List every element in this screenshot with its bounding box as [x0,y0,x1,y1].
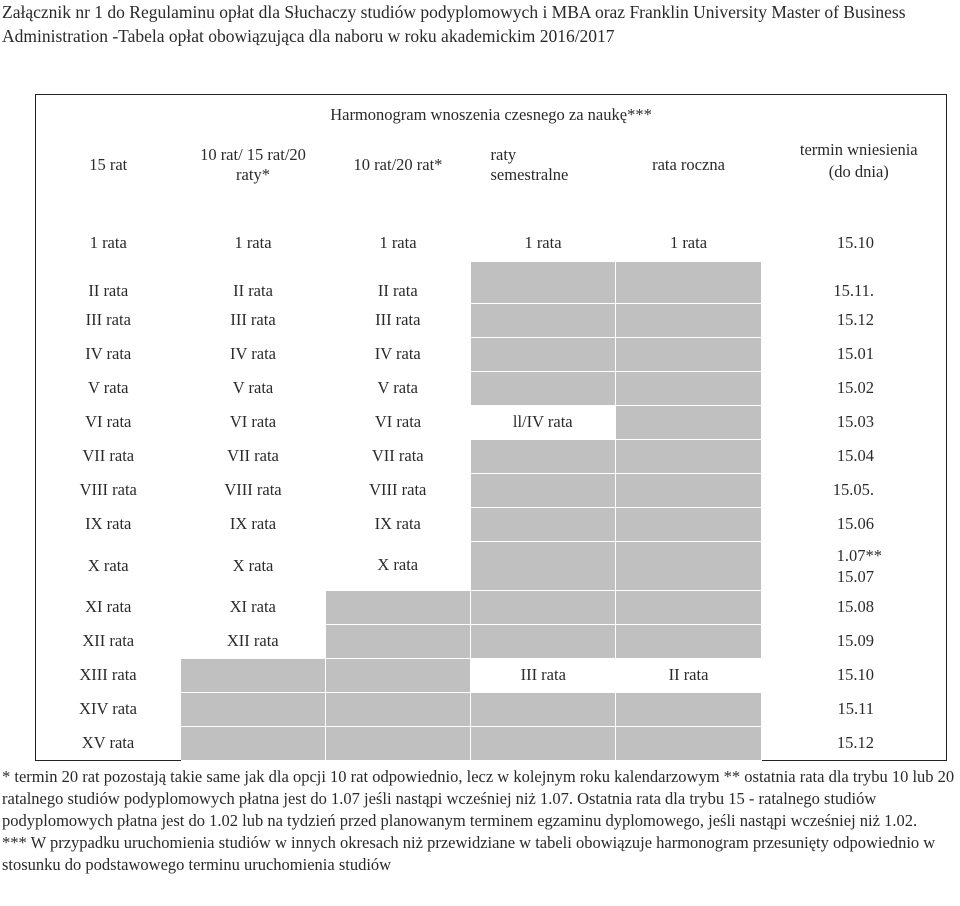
cell-15-rat: V rata [36,371,181,405]
shaded-cell [471,624,616,658]
header-rata-roczna: rata roczna [652,154,725,174]
cell-date: 15.11 [762,692,947,726]
table-row [36,261,947,303]
shaded-cell [616,337,762,371]
table-caption: Harmonogram wnoszenia czesnego za naukę*** [36,95,947,135]
shaded-cell [616,473,762,507]
shaded-cell [326,624,471,658]
cell-10-20-rat: V rata [377,378,418,397]
cell-date: 15.10 [762,658,947,692]
cell-10-20-rat: 1 rata [379,232,417,252]
cell-15-rat: IV rata [36,337,181,371]
shaded-cell [616,692,762,726]
shaded-cell [326,726,471,760]
cell-10-20-rat: IX rata [374,514,421,533]
cell-15-rat: XV rata [36,726,181,760]
shaded-cell [471,303,616,337]
shaded-cell [181,726,326,760]
table-row [36,507,947,541]
cell-rata-roczna: II rata [668,665,709,684]
cell-date: 15.05. [762,473,947,507]
shaded-cell [616,261,762,303]
shaded-cell [471,337,616,371]
footnote-text: * termin 20 rat pozostają takie same jak dla opcji 10 rat odpowiednio, lecz w kolejnym roku kalendarzowym ** ostatnia rata dla trybu 10 lub 20 ratalnego studiów podyplomowych płatna jest do 1.07 jeśli nastąpi wcześniej niż 1.07. Ostatnia rata dla trybu 15 - ratalnego studiów podyplomowych płatna jest do 1.02 lub na tydzień przed planowanym terminem egzaminu dyplomowego, jeśli nastąpi wcześniej niż 1.02. [2,767,955,830]
cell-date: 15.03 [762,405,947,439]
footnotes [2,766,957,876]
cell-date: 15.12 [762,303,947,337]
header-10-20-rat: 10 rat/20 rat* [353,154,443,174]
shaded-cell [471,473,616,507]
shaded-cell [616,405,762,439]
shaded-cell [471,726,616,760]
table-row [36,658,947,692]
cell-10-15-20-rat: IX rata [229,514,277,533]
table-row [36,541,947,590]
cell-15-rat: 1 rata [36,225,181,262]
table-row [36,303,947,337]
shaded-cell [616,624,762,658]
cell-10-20-rat: II rata [377,281,418,300]
cell-15-rat: IX rata [36,507,181,541]
cell-10-15-20-rat: VI rata [229,412,277,431]
shaded-cell [471,692,616,726]
cell-15-rat: XI rata [36,590,181,624]
cell-10-15-20-rat: XI rata [229,597,276,616]
date-line: 1.07** [836,545,883,565]
shaded-cell [471,439,616,473]
cell-15-rat: X rata [36,541,181,590]
cell-date: 15.09 [762,624,947,658]
shaded-cell [616,726,762,760]
cell-raty-semestralne: 1 rata [524,232,562,252]
cell-10-15-20-rat: X rata [232,555,274,575]
cell-date: 15.10 [762,225,947,262]
cell-10-15-20-rat: V rata [232,378,274,397]
payment-schedule-table [35,94,947,761]
cell-15-rat: III rata [36,303,181,337]
cell-10-20-rat: VIII rata [369,480,427,499]
shaded-cell [616,541,762,590]
shaded-cell [471,507,616,541]
shaded-cell [471,371,616,405]
table-row [36,473,947,507]
shaded-cell [181,692,326,726]
cell-10-15-20-rat: XII rata [226,630,279,650]
shaded-cell [471,590,616,624]
cell-raty-semestralne: ll/IV rata [512,412,573,431]
header-15-rat: 15 rat [36,135,181,225]
shaded-cell [616,371,762,405]
shaded-cell [616,303,762,337]
table-row [36,405,947,439]
cell-15-rat: VII rata [36,439,181,473]
cell-15-rat: XII rata [36,624,181,658]
cell-15-rat: VIII rata [36,473,181,507]
header-termin: termin wniesienia (do dnia) [762,135,947,225]
shaded-cell [471,541,616,590]
cell-date [762,541,947,590]
cell-date: 15.04 [762,439,947,473]
shaded-cell [181,658,326,692]
table-row [36,337,947,371]
table-caption-row [36,95,947,135]
shaded-cell [616,507,762,541]
date-line: 15.07 [836,566,875,586]
footnote-text: *** W przypadku uruchomienia studiów w innych okresach niż przewidziane w tabeli obowiązuje harmonogram przesunięty odpowiednio w stosunku do podstawowego terminu uruchomienia studiów [2,833,936,874]
document-title: Załącznik nr 1 do Regulaminu opłat dla Słuchaczy studiów podyplomowych i MBA oraz Franklin University Master of Business Administration -Tabela opłat obowiązująca dla naboru w roku akademickim 2016/2017 [2,2,906,46]
cell-15-rat: XIII rata [36,658,181,692]
cell-10-15-20-rat: 1 rata [234,232,272,252]
cell-10-20-rat: VI rata [374,412,422,431]
cell-10-15-20-rat: IV rata [230,344,276,363]
cell-date: 15.01 [762,337,947,371]
cell-10-15-20-rat: VIII rata [224,480,282,499]
cell-10-15-20-rat: III rata [230,310,276,329]
cell-date: 15.12 [762,726,947,760]
table-row [36,590,947,624]
table-row [36,225,947,262]
cell-date: 15.02 [762,371,947,405]
cell-rata-roczna: 1 rata [669,232,708,252]
cell-15-rat: XIV rata [36,692,181,726]
shaded-cell [471,261,616,303]
shaded-cell [326,658,471,692]
shaded-cell [616,590,762,624]
cell-date: 15.11. [762,261,947,303]
cell-10-20-rat: VII rata [371,446,424,465]
cell-date: 15.06 [762,507,947,541]
cell-raty-semestralne: III rata [520,665,566,684]
table-row [36,439,947,473]
header-row [36,135,947,225]
shaded-cell [326,590,471,624]
cell-date: 15.08 [762,590,947,624]
cell-15-rat: VI rata [36,405,181,439]
table-row [36,726,947,760]
table-row [36,624,947,658]
cell-10-15-20-rat: II rata [233,281,273,300]
table-row [36,371,947,405]
cell-10-20-rat: X rata [377,555,419,575]
header-raty-semestralne: raty semestralne [490,144,569,184]
shaded-cell [326,692,471,726]
header-10-15-20-rat: 10 rat/ 15 rat/20 raty* [200,144,306,184]
table-row [36,692,947,726]
cell-10-20-rat: IV rata [374,344,421,363]
cell-15-rat: II rata [36,261,181,303]
cell-10-15-20-rat: VII rata [227,446,279,465]
cell-10-20-rat: III rata [375,310,421,329]
shaded-cell [616,439,762,473]
